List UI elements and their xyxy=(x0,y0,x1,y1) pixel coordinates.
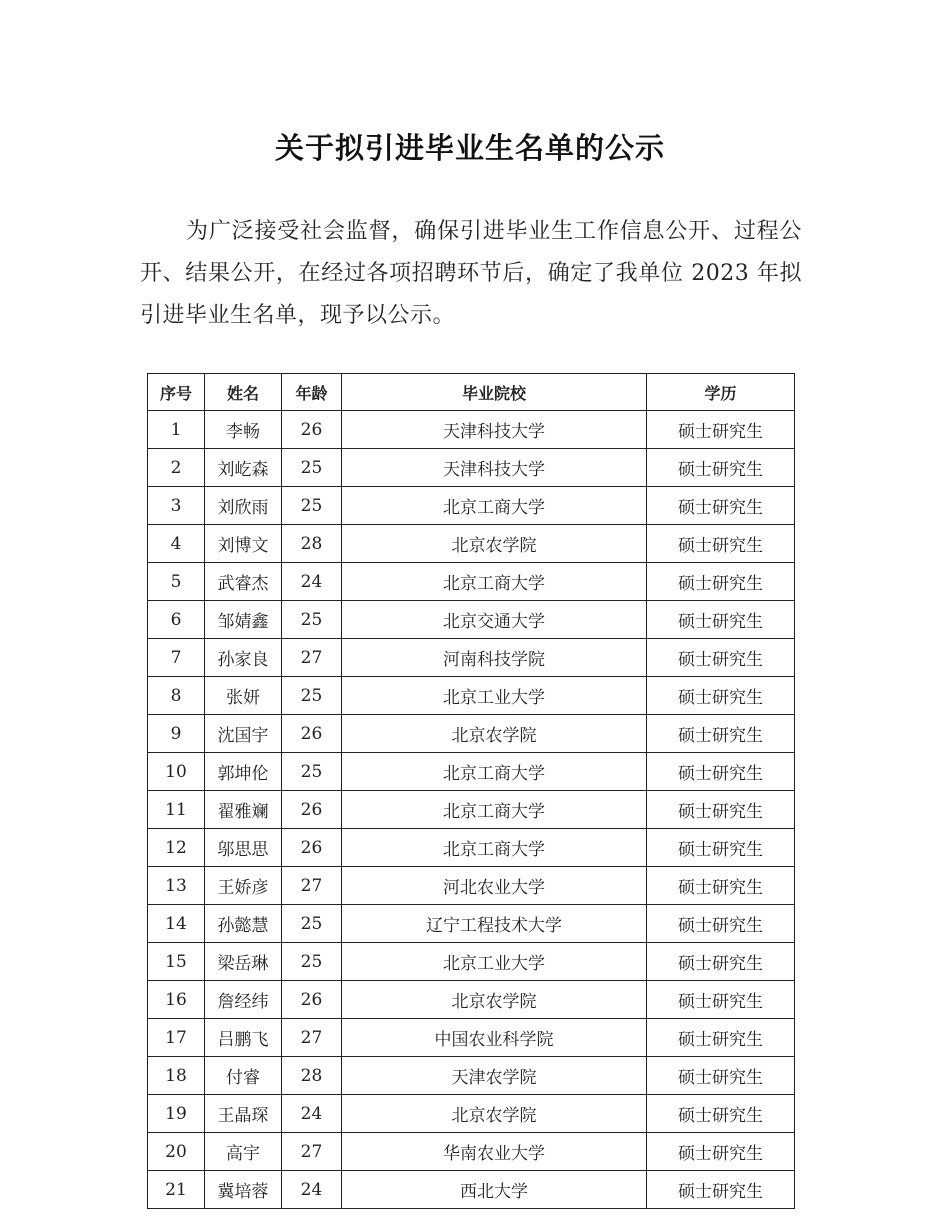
cell-name: 付睿 xyxy=(205,1057,282,1095)
table-row xyxy=(148,1171,795,1209)
cell-age: 27 xyxy=(282,1133,342,1171)
cell-no: 16 xyxy=(148,981,205,1019)
cell-name: 武睿杰 xyxy=(205,563,282,601)
cell-degree: 硕士研究生 xyxy=(647,1057,795,1095)
cell-degree: 硕士研究生 xyxy=(647,867,795,905)
cell-degree: 硕士研究生 xyxy=(647,943,795,981)
cell-no: 10 xyxy=(148,753,205,791)
cell-no: 8 xyxy=(148,677,205,715)
cell-age: 24 xyxy=(282,1095,342,1133)
cell-degree: 硕士研究生 xyxy=(647,639,795,677)
cell-no: 12 xyxy=(148,829,205,867)
cell-school: 天津科技大学 xyxy=(342,449,647,487)
table-row xyxy=(148,449,795,487)
cell-no: 4 xyxy=(148,525,205,563)
table-row xyxy=(148,753,795,791)
cell-age: 25 xyxy=(282,943,342,981)
cell-age: 28 xyxy=(282,525,342,563)
cell-age: 26 xyxy=(282,829,342,867)
cell-name: 梁岳琳 xyxy=(205,943,282,981)
cell-age: 24 xyxy=(282,1171,342,1209)
table-row xyxy=(148,981,795,1019)
cell-no: 7 xyxy=(148,639,205,677)
cell-name: 王晶琛 xyxy=(205,1095,282,1133)
cell-degree: 硕士研究生 xyxy=(647,677,795,715)
table-row xyxy=(148,525,795,563)
cell-school: 北京农学院 xyxy=(342,715,647,753)
table-row xyxy=(148,1057,795,1095)
cell-degree: 硕士研究生 xyxy=(647,715,795,753)
cell-school: 天津科技大学 xyxy=(342,411,647,449)
header-degree: 学历 xyxy=(647,374,795,411)
cell-name: 刘博文 xyxy=(205,525,282,563)
cell-name: 冀培蓉 xyxy=(205,1171,282,1209)
cell-school: 北京工商大学 xyxy=(342,563,647,601)
cell-no: 17 xyxy=(148,1019,205,1057)
table-row xyxy=(148,829,795,867)
cell-degree: 硕士研究生 xyxy=(647,411,795,449)
cell-degree: 硕士研究生 xyxy=(647,1133,795,1171)
cell-no: 15 xyxy=(148,943,205,981)
cell-degree: 硕士研究生 xyxy=(647,981,795,1019)
cell-age: 26 xyxy=(282,981,342,1019)
cell-degree: 硕士研究生 xyxy=(647,1095,795,1133)
cell-degree: 硕士研究生 xyxy=(647,1019,795,1057)
cell-degree: 硕士研究生 xyxy=(647,449,795,487)
cell-age: 26 xyxy=(282,411,342,449)
cell-age: 25 xyxy=(282,449,342,487)
cell-no: 19 xyxy=(148,1095,205,1133)
cell-name: 张妍 xyxy=(205,677,282,715)
cell-no: 13 xyxy=(148,867,205,905)
table-row xyxy=(148,1095,795,1133)
cell-school: 北京农学院 xyxy=(342,1095,647,1133)
cell-degree: 硕士研究生 xyxy=(647,791,795,829)
cell-name: 邹婧鑫 xyxy=(205,601,282,639)
cell-degree: 硕士研究生 xyxy=(647,487,795,525)
table-row xyxy=(148,563,795,601)
cell-no: 9 xyxy=(148,715,205,753)
cell-no: 1 xyxy=(148,411,205,449)
cell-name: 郭坤伦 xyxy=(205,753,282,791)
cell-no: 21 xyxy=(148,1171,205,1209)
cell-age: 27 xyxy=(282,1019,342,1057)
cell-school: 中国农业科学院 xyxy=(342,1019,647,1057)
cell-degree: 硕士研究生 xyxy=(647,1171,795,1209)
cell-school: 河南科技学院 xyxy=(342,639,647,677)
cell-degree: 硕士研究生 xyxy=(647,525,795,563)
cell-name: 沈国宇 xyxy=(205,715,282,753)
cell-name: 孙家良 xyxy=(205,639,282,677)
table-row xyxy=(148,677,795,715)
table-body xyxy=(148,411,795,1209)
cell-degree: 硕士研究生 xyxy=(647,829,795,867)
cell-name: 孙懿慧 xyxy=(205,905,282,943)
table-row xyxy=(148,487,795,525)
cell-school: 北京工商大学 xyxy=(342,487,647,525)
table-row xyxy=(148,715,795,753)
table-row xyxy=(148,1133,795,1171)
cell-school: 北京交通大学 xyxy=(342,601,647,639)
cell-degree: 硕士研究生 xyxy=(647,753,795,791)
cell-no: 5 xyxy=(148,563,205,601)
cell-name: 吕鹏飞 xyxy=(205,1019,282,1057)
cell-degree: 硕士研究生 xyxy=(647,905,795,943)
table-header-row xyxy=(148,374,795,411)
cell-no: 20 xyxy=(148,1133,205,1171)
cell-degree: 硕士研究生 xyxy=(647,563,795,601)
header-name: 姓名 xyxy=(205,374,282,411)
header-age: 年龄 xyxy=(282,374,342,411)
cell-age: 26 xyxy=(282,791,342,829)
cell-school: 北京工业大学 xyxy=(342,943,647,981)
cell-no: 14 xyxy=(148,905,205,943)
table-row xyxy=(148,791,795,829)
cell-name: 王娇彦 xyxy=(205,867,282,905)
cell-age: 24 xyxy=(282,563,342,601)
cell-school: 北京工商大学 xyxy=(342,753,647,791)
table-row xyxy=(148,1019,795,1057)
cell-name: 邬思思 xyxy=(205,829,282,867)
table-row xyxy=(148,411,795,449)
cell-no: 2 xyxy=(148,449,205,487)
table-row xyxy=(148,601,795,639)
intro-paragraph: 为广泛接受社会监督，确保引进毕业生工作信息公开、过程公开、结果公开，在经过各项招聘环节后，确定了我单位 2023 年拟引进毕业生名单，现予以公示。 xyxy=(140,219,802,328)
graduate-list-table xyxy=(147,373,795,1209)
table-row xyxy=(148,639,795,677)
cell-age: 25 xyxy=(282,905,342,943)
cell-no: 3 xyxy=(148,487,205,525)
cell-age: 26 xyxy=(282,715,342,753)
table-row xyxy=(148,905,795,943)
table-row xyxy=(148,867,795,905)
cell-name: 高宇 xyxy=(205,1133,282,1171)
cell-no: 11 xyxy=(148,791,205,829)
cell-age: 25 xyxy=(282,677,342,715)
cell-school: 北京工商大学 xyxy=(342,829,647,867)
table-row xyxy=(148,943,795,981)
cell-age: 25 xyxy=(282,601,342,639)
cell-school: 北京农学院 xyxy=(342,981,647,1019)
cell-school: 华南农业大学 xyxy=(342,1133,647,1171)
cell-name: 李畅 xyxy=(205,411,282,449)
cell-age: 28 xyxy=(282,1057,342,1095)
cell-school: 北京工业大学 xyxy=(342,677,647,715)
cell-name: 翟雅斓 xyxy=(205,791,282,829)
cell-school: 天津农学院 xyxy=(342,1057,647,1095)
cell-age: 27 xyxy=(282,639,342,677)
cell-age: 25 xyxy=(282,487,342,525)
cell-school: 西北大学 xyxy=(342,1171,647,1209)
cell-school: 辽宁工程技术大学 xyxy=(342,905,647,943)
cell-school: 河北农业大学 xyxy=(342,867,647,905)
cell-name: 刘屹森 xyxy=(205,449,282,487)
header-no: 序号 xyxy=(148,374,205,411)
cell-age: 25 xyxy=(282,753,342,791)
cell-name: 刘欣雨 xyxy=(205,487,282,525)
cell-degree: 硕士研究生 xyxy=(647,601,795,639)
cell-age: 27 xyxy=(282,867,342,905)
cell-no: 18 xyxy=(148,1057,205,1095)
document-title: 关于拟引进毕业生名单的公示 xyxy=(274,131,665,165)
cell-school: 北京工商大学 xyxy=(342,791,647,829)
cell-no: 6 xyxy=(148,601,205,639)
header-school: 毕业院校 xyxy=(342,374,647,411)
cell-school: 北京农学院 xyxy=(342,525,647,563)
cell-name: 詹经纬 xyxy=(205,981,282,1019)
